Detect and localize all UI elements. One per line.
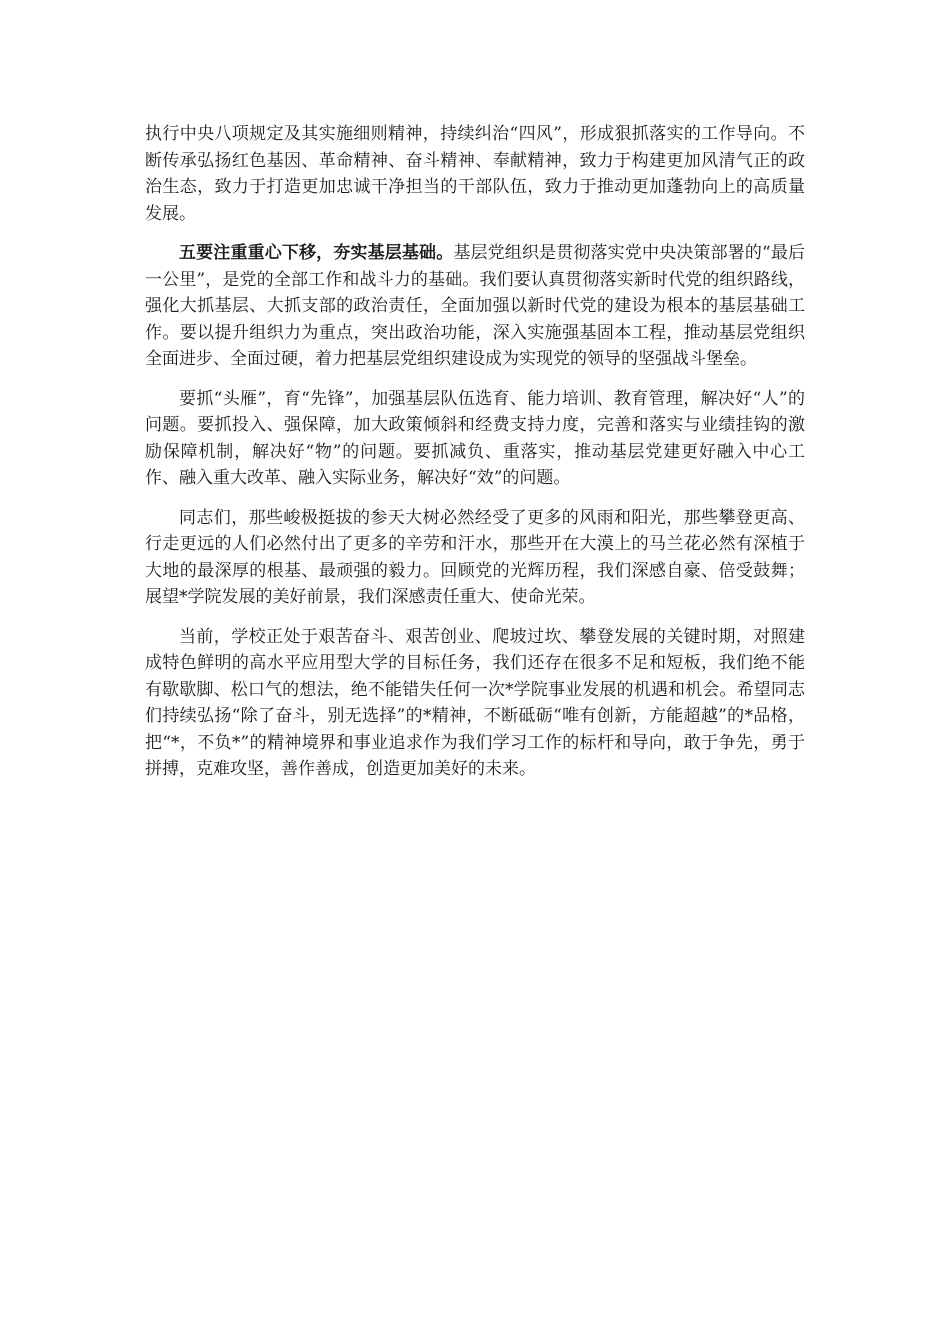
paragraph-2-text: 基层党组织是贯彻落实党中央决策部署的“最后一公里”，是党的全部工作和战斗力的基础。我们要认真贯彻落实新时代党的组织路线，强化大抓基层、大抓支部的政治责任，全面加强以新时代党的建设为根本的基层基础工作。要以提升组织力为重点，突出政治功能，深入实施强基固本工程，推动基层党组织全面进步、全面过硬，着力把基层党组织建设成为实现党的领导的坚强战斗堡垒。 (145, 243, 805, 369)
paragraph-4 (145, 505, 805, 611)
paragraph-3 (145, 386, 805, 492)
paragraph-1 (145, 121, 805, 227)
paragraph-2-lead: 五要注重重心下移，夯实基层基础。 (179, 243, 454, 263)
paragraph-1-text: 执行中央八项规定及其实施细则精神，持续纠治“四风”，形成狠抓落实的工作导向。不断传承弘扬红色基因、革命精神、奋斗精神、奉献精神，致力于构建更加风清气正的政治生态，致力于打造更加忠诚干净担当的干部队伍，致力于推动更加蓬勃向上的高质量发展。 (145, 124, 805, 224)
paragraph-3-text: 要抓“头雁”，育“先锋”，加强基层队伍选育、能力培训、教育管理，解决好“人”的问题。要抓投入、强保障，加大政策倾斜和经费支持力度，完善和落实与业绩挂钩的激励保障机制，解决好“物”的问题。要抓减负、重落实，推动基层党建更好融入中心工作、融入重大改革、融入实际业务，解决好“效”的问题。 (145, 388, 805, 488)
paragraph-2 (145, 240, 805, 373)
paragraph-5 (145, 624, 805, 783)
document-body (145, 121, 805, 796)
paragraph-4-text: 同志们，那些峻极挺拔的参天大树必然经受了更多的风雨和阳光，那些攀登更高、行走更远的人们必然付出了更多的辛劳和汗水，那些开在大漠上的马兰花必然有深植于大地的最深厚的根基、最顽强的毅力。回顾党的光辉历程，我们深感自豪、倍受鼓舞；展望*学院发展的美好前景，我们深感责任重大、使命光荣。 (145, 507, 805, 607)
paragraph-5-text: 当前，学校正处于艰苦奋斗、艰苦创业、爬坡过坎、攀登发展的关键时期，对照建成特色鲜明的高水平应用型大学的目标任务，我们还存在很多不足和短板，我们绝不能有歇歇脚、松口气的想法，绝不能错失任何一次*学院事业发展的机遇和机会。希望同志们持续弘扬“除了奋斗，别无选择”的*精神，不断砥砺“唯有创新，方能超越”的*品格，把“*，不负*”的精神境界和事业追求作为我们学习工作的标杆和导向，敢于争先，勇于拼搏，克难攻坚，善作善成，创造更加美好的未来。 (145, 626, 805, 779)
